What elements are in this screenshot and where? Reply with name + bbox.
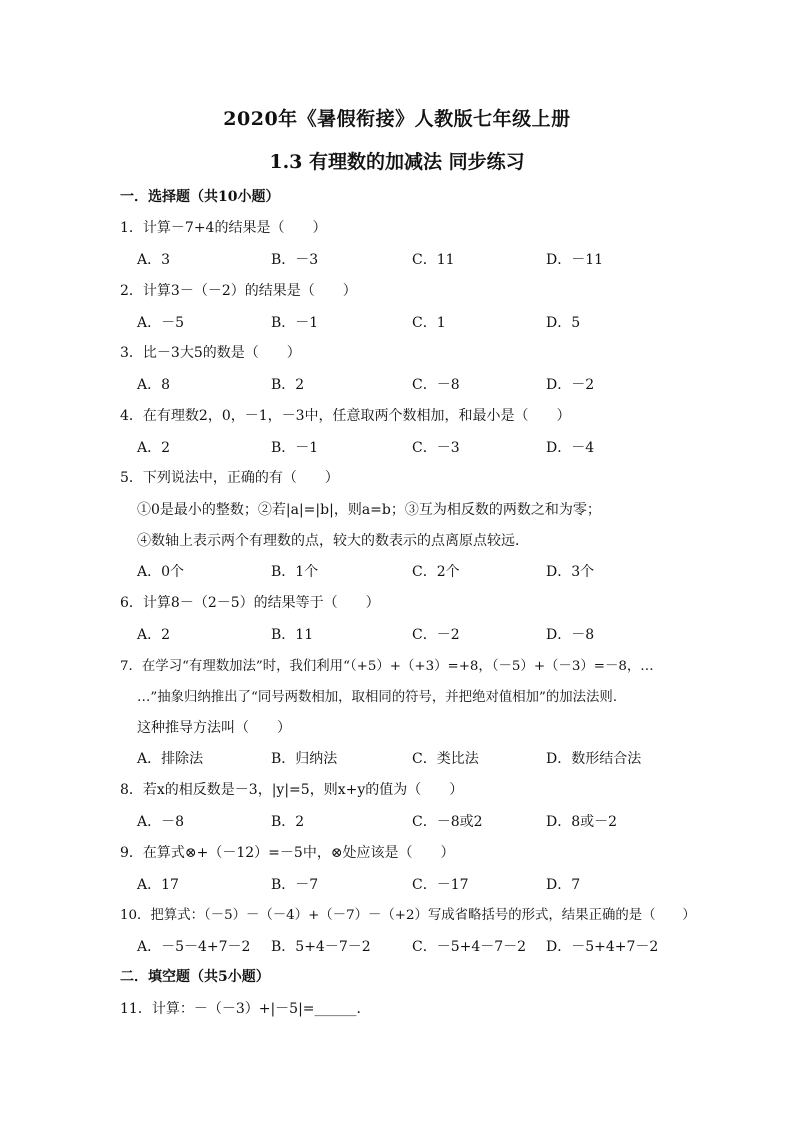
question-text-line: ④数轴上表示两个有理数的点，较大的数表示的点离原点较远． xyxy=(137,533,529,549)
option-d: D．－8 xyxy=(546,627,595,643)
question-stem: 7．在学习“有理数加法”时，我们利用“（+5）+（+3）=+8，（－5）+（－3）=－8，… xyxy=(120,659,654,674)
question-stem: 4．在有理数2，0，－1，－3中，任意取两个数相加，和最小是（ ） xyxy=(120,408,571,424)
option-a: A．8 xyxy=(137,377,171,393)
option-b: B．2 xyxy=(271,814,305,830)
document-title: 2020年《暑假衔接》人教版七年级上册 xyxy=(223,108,571,130)
option-b: B．－7 xyxy=(271,877,319,893)
option-a: A．排除法 xyxy=(137,751,204,767)
option-d: D．－5+4+7－2 xyxy=(546,939,659,955)
question-stem: 8．若x的相反数是－3，|y|=5，则x+y的值为（ ） xyxy=(120,782,464,798)
option-a: A．－8 xyxy=(137,814,185,830)
question-text-line: 这种推导方法叫（ ） xyxy=(137,720,291,736)
question-stem: 11．计算：－（－3）+|－5|=______． xyxy=(120,1001,371,1017)
option-c: C．－8或2 xyxy=(412,814,483,830)
option-c: C．1 xyxy=(412,315,446,331)
option-a: A．2 xyxy=(137,627,171,643)
question-text-line: ①0是最小的整数；②若|a|=|b|，则a=b；③互为相反数的两数之和为零； xyxy=(137,502,601,518)
option-a: A．－5 xyxy=(137,315,185,331)
option-c: C．－3 xyxy=(412,440,460,456)
option-d: D．－11 xyxy=(546,252,604,268)
option-c: C．－5+4－7－2 xyxy=(412,939,527,955)
question-stem: 1．计算－7+4的结果是（ ） xyxy=(120,220,327,236)
option-d: D．8或－2 xyxy=(546,814,618,830)
document-subtitle: 1.3 有理数的加减法 同步练习 xyxy=(269,151,525,173)
option-d: D．－4 xyxy=(546,440,595,456)
option-c: C．2个 xyxy=(412,564,460,580)
question-stem: 9．在算式⊗+（－12）=－5中，⊗处应该是（ ） xyxy=(120,845,455,861)
section-heading-choice: 一．选择题（共10小题） xyxy=(120,189,280,205)
question-stem: 2．计算3－（－2）的结果是（ ） xyxy=(120,283,357,299)
option-b: B．－1 xyxy=(271,315,319,331)
option-a: A．2 xyxy=(137,440,171,456)
option-a: A．17 xyxy=(137,877,179,893)
option-a: A．3 xyxy=(137,252,171,268)
option-a: A．0个 xyxy=(137,564,185,580)
option-b: B．1个 xyxy=(271,564,319,580)
option-c: C．－2 xyxy=(412,627,460,643)
option-d: D．3个 xyxy=(546,564,595,580)
option-b: B．归纳法 xyxy=(271,751,338,767)
option-b: B．2 xyxy=(271,377,305,393)
section-heading-fill: 二．填空题（共5小题） xyxy=(120,969,270,985)
option-c: C．－17 xyxy=(412,877,469,893)
option-c: C．－8 xyxy=(412,377,460,393)
option-d: D．－2 xyxy=(546,377,595,393)
question-stem: 10．把算式：（－5）－（－4）+（－7）－（+2）写成省略括号的形式，结果正确的是（ ） xyxy=(120,908,696,923)
question-stem: 5．下列说法中，正确的有（ ） xyxy=(120,470,339,486)
option-d: D．5 xyxy=(546,315,581,331)
option-c: C．类比法 xyxy=(412,751,479,767)
option-a: A．－5－4+7－2 xyxy=(137,939,251,955)
option-b: B．11 xyxy=(271,627,314,643)
option-b: B．5+4－7－2 xyxy=(271,939,371,955)
option-b: B．－3 xyxy=(271,252,319,268)
option-b: B．－1 xyxy=(271,440,319,456)
option-d: D．数形结合法 xyxy=(546,751,642,767)
option-d: D．7 xyxy=(546,877,581,893)
question-stem: 6．计算8－（2－5）的结果等于（ ） xyxy=(120,595,380,611)
option-c: C．11 xyxy=(412,252,455,268)
question-text-line: …”抽象归纳推出了“同号两数相加，取相同的符号，并把绝对值相加”的加法法则． xyxy=(137,690,627,705)
question-stem: 3．比－3大5的数是（ ） xyxy=(120,345,301,361)
